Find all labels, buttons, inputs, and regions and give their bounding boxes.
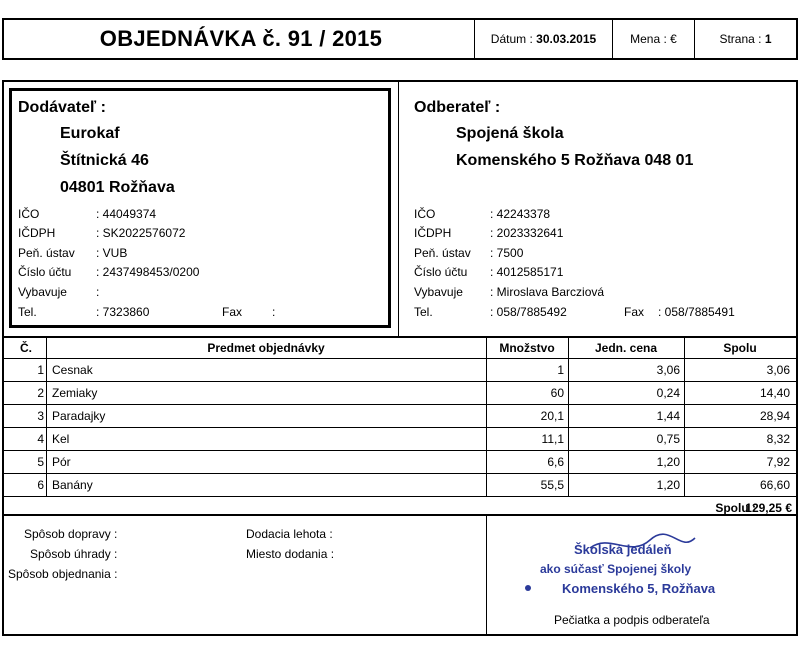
supplier-account-value: : 2437498453/0200 (96, 265, 200, 279)
customer-ico-value: : 42243378 (490, 207, 551, 221)
currency-label: Mena : (630, 32, 667, 46)
supplier-handler-label: Vybavuje (18, 285, 67, 299)
row-total: 14,40 (759, 386, 790, 400)
customer-account-value: : 4012585171 (490, 265, 564, 279)
supplier-ico-value: : 44049374 (96, 207, 157, 221)
document-title: OBJEDNÁVKA č. 91 / 2015 (99, 26, 383, 51)
customer-fax-label: Fax (624, 305, 645, 319)
row-total: 28,94 (759, 409, 790, 423)
supplier-handler-value: : (96, 285, 100, 299)
row-divider (4, 496, 796, 497)
supplier-street: Štítnická 46 (60, 152, 149, 169)
header-unit-price: Jedn. cena (594, 341, 658, 355)
row-item-name: Cesnak (52, 363, 93, 377)
header-item: Predmet objednávky (207, 341, 325, 355)
customer-tel-label: Tel. (414, 305, 433, 319)
signature-caption: Pečiatka a podpis odberateľa (554, 613, 710, 627)
currency-cell (612, 20, 694, 58)
row-total: 3,06 (766, 363, 790, 377)
transport-label: Spôsob dopravy : (24, 527, 118, 541)
customer-icdph-label: IČDPH (414, 226, 452, 240)
customer-address: Komenského 5 Rožňava 048 01 (456, 152, 694, 169)
stamp (520, 528, 760, 608)
page-cell (694, 20, 796, 58)
row-item-name: Zemiaky (52, 386, 98, 400)
row-divider (4, 381, 796, 382)
supplier-fax-value: : (272, 305, 276, 319)
supplier-tel-value: : 7323860 (96, 305, 150, 319)
supplier-fax-label: Fax (222, 305, 243, 319)
row-item-name: Kel (52, 432, 70, 446)
customer-handler-label: Vybavuje (414, 285, 463, 299)
row-total: 8,32 (766, 432, 790, 446)
row-unit-price: 1,44 (656, 409, 680, 423)
row-unit-price: 3,06 (656, 363, 680, 377)
header-qty: Množstvo (499, 341, 555, 355)
customer-bank-label: Peň. ústav (414, 246, 471, 260)
row-qty: 60 (550, 386, 564, 400)
date-value: 30.03.2015 (536, 32, 597, 46)
stamp-line-1: Školská jedáleň (574, 542, 672, 557)
row-no: 6 (37, 478, 44, 492)
supplier-icdph-value: : SK2022576072 (96, 226, 186, 240)
customer-ico-label: IČO (414, 207, 436, 221)
row-no: 5 (37, 455, 44, 469)
row-divider (4, 358, 796, 359)
row-no: 2 (37, 386, 44, 400)
date-cell (474, 20, 612, 58)
customer-account-label: Číslo účtu (414, 265, 468, 279)
supplier-ico-label: IČO (18, 207, 40, 221)
row-no: 4 (37, 432, 44, 446)
parties-divider (398, 82, 399, 336)
row-qty: 55,5 (540, 478, 564, 492)
header-no: Č. (20, 341, 32, 355)
row-qty: 20,1 (540, 409, 564, 423)
footer-divider (486, 516, 487, 634)
customer-tel-value: : 058/7885492 (490, 305, 567, 319)
supplier-icdph-label: IČDPH (18, 226, 56, 240)
row-qty: 6,6 (547, 455, 564, 469)
supplier-tel-label: Tel. (18, 305, 37, 319)
supplier-bank-label: Peň. ústav (18, 246, 75, 260)
delivery-place-label: Miesto dodania : (246, 547, 335, 561)
page-value: 1 (764, 32, 772, 46)
row-no: 1 (37, 363, 44, 377)
order-method-label: Spôsob objednania : (8, 567, 118, 581)
customer-name: Spojená škola (456, 125, 564, 142)
customer-fax-value: : 058/7885491 (658, 305, 735, 319)
row-total: 66,60 (759, 478, 790, 492)
customer-bank-value: : 7500 (490, 246, 524, 260)
row-divider (4, 404, 796, 405)
customer-handler-value: : Miroslava Barcziová (490, 285, 605, 299)
header-total: Spolu (723, 341, 757, 355)
row-divider (4, 427, 796, 428)
supplier-city: 04801 Rožňava (60, 179, 175, 196)
delivery-deadline-label: Dodacia lehota : (246, 527, 333, 541)
date-label: Dátum : (490, 32, 533, 46)
row-unit-price: 1,20 (656, 478, 680, 492)
row-total: 7,92 (766, 455, 790, 469)
items-table (2, 336, 798, 516)
stamp-line-2: ako súčasť Spojenej školy (540, 562, 692, 576)
document-header (2, 18, 798, 60)
row-qty: 1 (557, 363, 564, 377)
row-divider (4, 473, 796, 474)
sum-label: Spolu : (715, 501, 756, 515)
row-item-name: Paradajky (52, 409, 106, 423)
row-unit-price: 1,20 (656, 455, 680, 469)
payment-label: Spôsob úhrady : (30, 547, 118, 561)
currency-value: € (670, 32, 677, 46)
supplier-heading: Dodávateľ : (18, 99, 106, 116)
row-item-name: Banány (52, 478, 93, 492)
supplier-account-label: Číslo účtu (18, 265, 72, 279)
customer-heading: Odberateľ : (414, 99, 501, 116)
row-qty: 11,1 (541, 432, 564, 446)
sum-value: 129,25 € (745, 501, 792, 515)
row-item-name: Pór (52, 455, 71, 469)
row-unit-price: 0,24 (656, 386, 680, 400)
customer-icdph-value: : 2023332641 (490, 226, 564, 240)
supplier-bank-value: : VUB (96, 246, 128, 260)
row-no: 3 (37, 409, 44, 423)
stamp-line-3: Komenského 5, Rožňava (562, 581, 716, 596)
supplier-name: Eurokaf (60, 125, 120, 142)
row-divider (4, 450, 796, 451)
page-label: Strana : (719, 32, 762, 46)
row-unit-price: 0,75 (656, 432, 680, 446)
